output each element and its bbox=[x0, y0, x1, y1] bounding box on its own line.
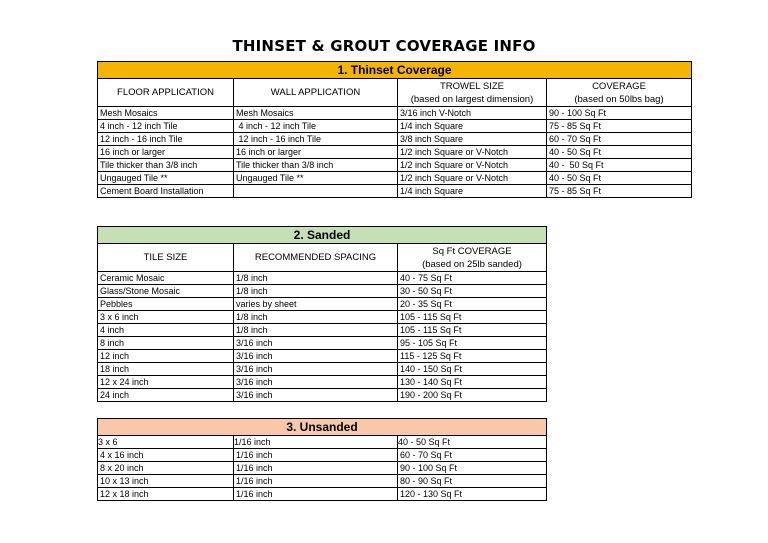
table-cell: Ceramic Mosaic bbox=[98, 272, 234, 285]
table-cell: 4 inch - 12 inch Tile bbox=[98, 120, 234, 133]
table-cell: 18 inch bbox=[98, 363, 234, 376]
table-cell: 3/16 inch bbox=[234, 337, 398, 350]
section-heading-unsanded: 3. Unsanded bbox=[98, 419, 547, 436]
table-cell: 40 - 50 Sq Ft bbox=[398, 436, 547, 449]
table-row bbox=[98, 298, 692, 311]
table-cell: 1/4 inch Square bbox=[398, 185, 547, 198]
unsanded-grout-table bbox=[97, 418, 692, 501]
table-cell: 1/16 inch bbox=[234, 475, 398, 488]
table-cell: 60 - 70 Sq Ft bbox=[398, 449, 547, 462]
table-cell: Ungauged Tile ** bbox=[98, 172, 234, 185]
table-cell: Mesh Mosaics bbox=[234, 107, 398, 120]
table-cell: 20 - 35 Sq Ft bbox=[398, 298, 547, 311]
table-cell: 12 inch - 16 inch Tile bbox=[98, 133, 234, 146]
table-row bbox=[98, 475, 692, 488]
table-row bbox=[98, 285, 692, 298]
table-cell: 40 - 75 Sq Ft bbox=[398, 272, 547, 285]
table-row bbox=[98, 462, 692, 475]
table-cell: 1/4 inch Square bbox=[398, 120, 547, 133]
column-header-trowel-size bbox=[398, 79, 547, 107]
table-cell: 3/16 inch V-Notch bbox=[398, 107, 547, 120]
table-row bbox=[98, 324, 692, 337]
table-cell: 40 - 50 Sq Ft bbox=[547, 146, 692, 159]
table-cell: 3/16 inch bbox=[234, 389, 398, 402]
table-cell: 1/2 inch Square or V-Notch bbox=[398, 159, 547, 172]
table-row bbox=[98, 185, 692, 198]
table-cell: 8 inch bbox=[98, 337, 234, 350]
table-cell: 105 - 115 Sq Ft bbox=[398, 324, 547, 337]
sqft-coverage-label: Sq Ft COVERAGE bbox=[432, 245, 512, 257]
table-cell: 10 x 13 inch bbox=[98, 475, 234, 488]
table-row bbox=[98, 311, 692, 324]
page-title: THINSET & GROUT COVERAGE INFO bbox=[232, 37, 536, 55]
table-row bbox=[98, 133, 692, 146]
table-cell: 40 - 50 Sq Ft bbox=[547, 159, 692, 172]
table-row bbox=[98, 172, 692, 185]
table-cell: 90 - 100 Sq Ft bbox=[398, 462, 547, 475]
table-row bbox=[98, 350, 692, 363]
table-row bbox=[98, 272, 692, 285]
table-cell: 95 - 105 Sq Ft bbox=[398, 337, 547, 350]
table-cell: 4 inch bbox=[98, 324, 234, 337]
table-row bbox=[98, 120, 692, 133]
table-cell: Tile thicker than 3/8 inch bbox=[234, 159, 398, 172]
table-cell: 1/16 inch bbox=[234, 436, 398, 449]
column-header-wall-application: WALL APPLICATION bbox=[234, 79, 398, 107]
table-cell: Pebbles bbox=[98, 298, 234, 311]
table-cell: 8 x 20 inch bbox=[98, 462, 234, 475]
thinset-coverage-table bbox=[97, 61, 692, 198]
table-cell: 1/2 inch Square or V-Notch bbox=[398, 172, 547, 185]
table-cell: 16 inch or larger bbox=[234, 146, 398, 159]
table-row bbox=[98, 389, 692, 402]
table-row bbox=[98, 488, 692, 501]
sanded-grout-table bbox=[97, 226, 692, 402]
table-cell: 1/2 inch Square or V-Notch bbox=[398, 146, 547, 159]
table-cell: 1/16 inch bbox=[234, 488, 398, 501]
section-heading-thinset: 1. Thinset Coverage bbox=[98, 62, 692, 79]
table-cell: 40 - 50 Sq Ft bbox=[547, 172, 692, 185]
table-row bbox=[98, 337, 692, 350]
table-cell: 1/8 inch bbox=[234, 272, 398, 285]
table-cell: 120 - 130 Sq Ft bbox=[398, 488, 547, 501]
column-header-tile-size: TILE SIZE bbox=[98, 244, 234, 272]
section-heading-sanded: 2. Sanded bbox=[98, 227, 547, 244]
table-cell: 12 x 24 inch bbox=[98, 376, 234, 389]
table-cell: 90 - 100 Sq Ft bbox=[547, 107, 692, 120]
table-cell: 1/8 inch bbox=[234, 324, 398, 337]
table-row bbox=[98, 363, 692, 376]
trowel-size-note: (based on largest dimension) bbox=[410, 93, 534, 105]
table-cell: 3 x 6 bbox=[98, 436, 234, 449]
trowel-size-label: TROWEL SIZE bbox=[439, 80, 505, 92]
column-header-recommended-spacing: RECOMMENDED SPACING bbox=[234, 244, 398, 272]
table-cell: 12 inch - 16 inch Tile bbox=[234, 133, 398, 146]
table-cell: 75 - 85 Sq Ft bbox=[547, 120, 692, 133]
table-cell: 80 - 90 Sq Ft bbox=[398, 475, 547, 488]
table-cell: 190 - 200 Sq Ft bbox=[398, 389, 547, 402]
table-cell: 16 inch or larger bbox=[98, 146, 234, 159]
table-cell: 1/8 inch bbox=[234, 285, 398, 298]
table-row bbox=[98, 146, 692, 159]
table-cell: 75 - 85 Sq Ft bbox=[547, 185, 692, 198]
table-cell: 12 inch bbox=[98, 350, 234, 363]
table-row bbox=[98, 436, 692, 449]
coverage-label: COVERAGE bbox=[592, 80, 646, 92]
table-cell: 140 - 150 Sq Ft bbox=[398, 363, 547, 376]
table-cell: 105 - 115 Sq Ft bbox=[398, 311, 547, 324]
table-cell: 4 inch - 12 inch Tile bbox=[234, 120, 398, 133]
table-cell: 3/16 inch bbox=[234, 376, 398, 389]
table-row bbox=[98, 449, 692, 462]
table-cell: 24 inch bbox=[98, 389, 234, 402]
table-cell: 130 - 140 Sq Ft bbox=[398, 376, 547, 389]
table-cell: 3/8 inch Square bbox=[398, 133, 547, 146]
table-cell bbox=[234, 185, 398, 198]
table-cell: 3/16 inch bbox=[234, 363, 398, 376]
table-cell: 12 x 18 inch bbox=[98, 488, 234, 501]
table-cell: varies by sheet bbox=[234, 298, 398, 311]
sqft-coverage-note: (based on 25lb sanded) bbox=[422, 258, 522, 270]
table-row bbox=[98, 107, 692, 120]
column-header-floor-application: FLOOR APPLICATION bbox=[98, 79, 234, 107]
coverage-note: (based on 50lbs bag) bbox=[574, 93, 664, 105]
table-cell: 30 - 50 Sq Ft bbox=[398, 285, 547, 298]
column-header-sqft-coverage bbox=[398, 244, 547, 272]
table-cell: 60 - 70 Sq Ft bbox=[547, 133, 692, 146]
table-row bbox=[98, 376, 692, 389]
table-cell: 1/8 inch bbox=[234, 311, 398, 324]
table-cell: 115 - 125 Sq Ft bbox=[398, 350, 547, 363]
table-cell: 1/16 inch bbox=[234, 462, 398, 475]
column-header-coverage bbox=[547, 79, 692, 107]
table-cell: Glass/Stone Mosaic bbox=[98, 285, 234, 298]
table-cell: Mesh Mosaics bbox=[98, 107, 234, 120]
table-cell: 1/16 inch bbox=[234, 449, 398, 462]
table-cell: Ungauged Tile ** bbox=[234, 172, 398, 185]
table-cell: Cement Board Installation bbox=[98, 185, 234, 198]
table-row bbox=[98, 159, 692, 172]
table-cell: 3/16 inch bbox=[234, 350, 398, 363]
table-cell: Tile thicker than 3/8 inch bbox=[98, 159, 234, 172]
table-cell: 3 x 6 inch bbox=[98, 311, 234, 324]
table-cell: 4 x 16 inch bbox=[98, 449, 234, 462]
